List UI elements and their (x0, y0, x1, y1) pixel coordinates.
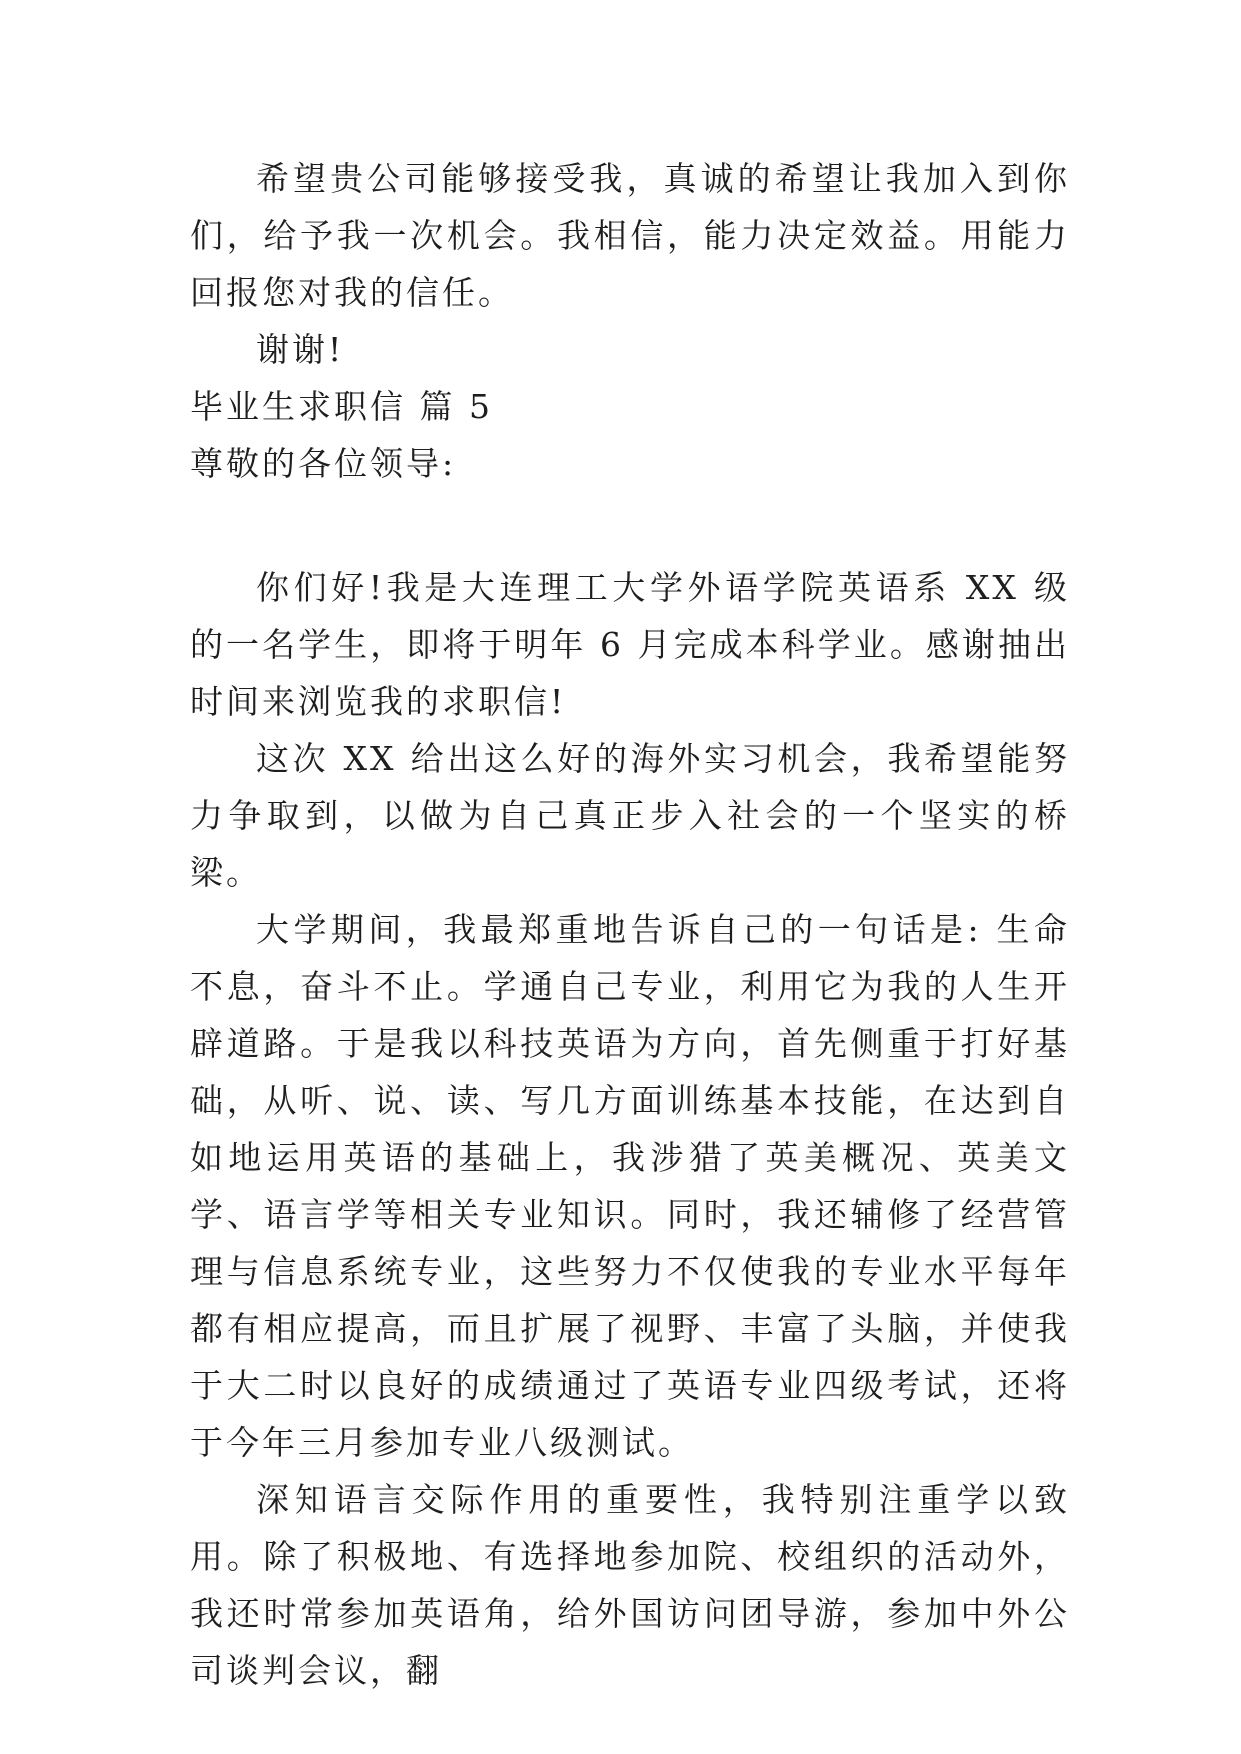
language-practice-paragraph: 深知语言交际作用的重要性，我特别注重学以致用。除了积极地、有选择地参加院、校组织的活动外，我还时常参加英语角，给外国访问团导游，参加中外公司谈判会议，翻 (190, 1480, 1070, 1690)
greeting-paragraph: 你们好!我是大连理工大学外语学院英语系 XX 级的一名学生，即将于明年 6 月完成本科学业。感谢抽出时间来浏览我的求职信! (190, 568, 1070, 721)
closing-paragraph: 希望贵公司能够接受我，真诚的希望让我加入到你们，给予我一次机会。我相信，能力决定效益。用能力回报您对我的信任。 (190, 159, 1070, 312)
university-paragraph: 大学期间，我最郑重地告诉自己的一句话是: 生命不息，奋斗不止。学通自己专业，利用它为我的人生开辟道路。于是我以科技英语为方向，首先侧重于打好基础，从听、说、读、写几方面训练基本技能，在达到自如地运用英语的基础上，我涉猎了英美概况、英美文学、语言学等相关专业知识。同时，我还辅修了经营管理与信息系统专业，这些努力不仅使我的专业水平每年都有相应提高，而且扩展了视野、丰富了头脑，并使我于大二时以良好的成绩通过了英语专业四级考试，还将于今年三月参加专业八级测试。 (190, 910, 1070, 1462)
section-title: 毕业生求职信 篇 5 (190, 387, 493, 426)
thanks-line: 谢谢! (256, 330, 345, 369)
letter-body (190, 150, 1070, 1699)
internship-paragraph: 这次 XX 给出这么好的海外实习机会，我希望能努力争取到，以做为自己真正步入社会的一个坚实的桥梁。 (190, 739, 1070, 892)
blank-line (190, 492, 1070, 559)
salutation: 尊敬的各位领导: (190, 444, 457, 483)
